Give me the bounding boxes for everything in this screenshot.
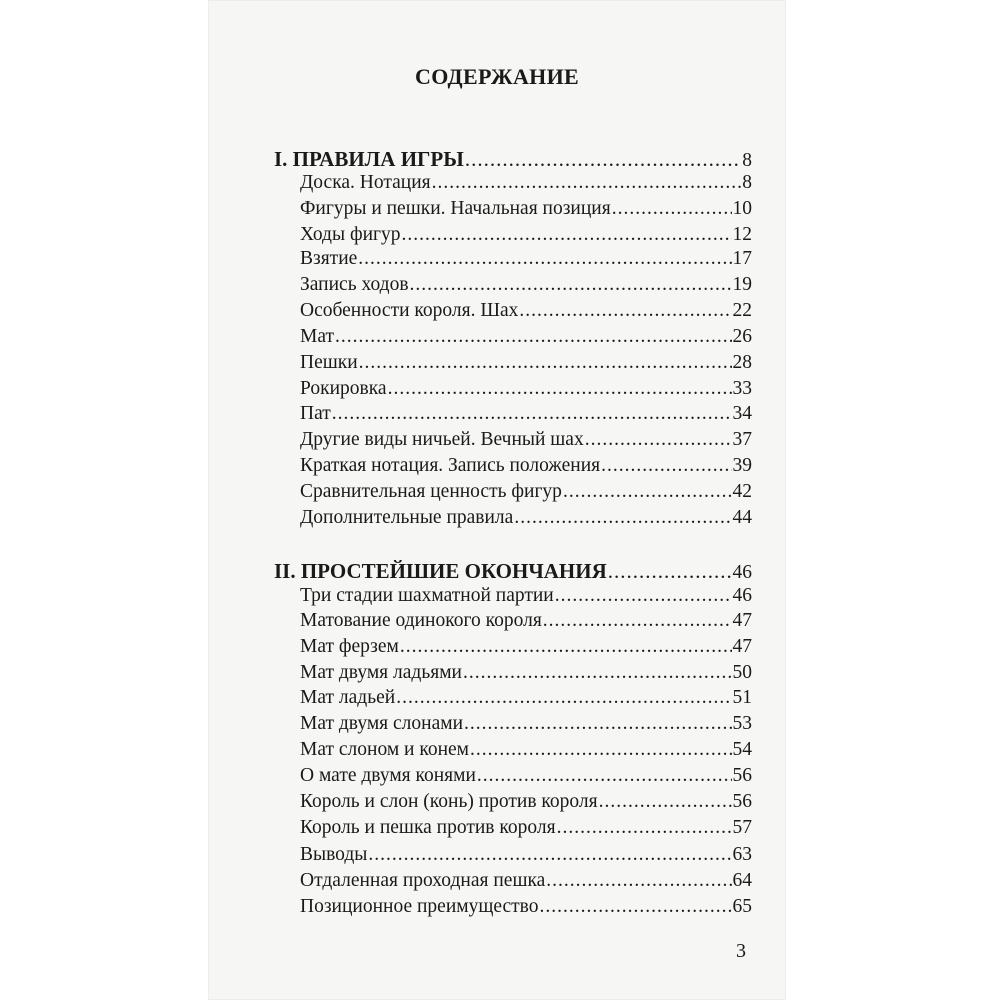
leader-dots	[546, 868, 731, 894]
toc-entry-label: Доска. Нотация	[300, 172, 431, 193]
leader-dots	[368, 842, 731, 868]
toc-entry	[300, 376, 752, 402]
toc-entry	[300, 272, 752, 298]
toc-entry	[300, 170, 752, 196]
toc-page-number: 34	[732, 403, 752, 424]
leader-dots	[396, 685, 731, 711]
toc-page-number: 56	[732, 791, 752, 812]
toc-entry-label: Три стадии шахматной партии	[300, 585, 554, 606]
toc-page-number: 64	[732, 870, 752, 891]
toc-entry	[300, 815, 752, 841]
toc-entry	[300, 324, 752, 350]
leader-dots	[464, 711, 731, 737]
toc-page-number: 46	[732, 562, 752, 583]
leader-dots	[599, 789, 732, 815]
toc-entry	[300, 246, 752, 272]
toc-entry-label: Взятие	[300, 248, 358, 269]
leader-dots	[463, 660, 732, 686]
toc-entry	[300, 505, 752, 531]
toc-entry-label: Выводы	[300, 844, 368, 865]
leader-dots	[400, 634, 732, 660]
toc-entry	[300, 842, 752, 868]
toc-page-number: 8	[742, 150, 752, 171]
toc-entry-label: Фигуры и пешки. Начальная позиция	[300, 198, 611, 219]
toc-entry	[300, 868, 752, 894]
toc-entry-label: Дополнительные правила	[300, 507, 514, 528]
toc-page-number: 22	[732, 300, 752, 321]
toc-page-number: 56	[732, 765, 752, 786]
toc-section	[274, 146, 752, 172]
toc-entry-label: Мат ферзем	[300, 636, 399, 657]
leader-dots	[540, 894, 732, 920]
toc-entry-label: Ходы фигур	[300, 224, 401, 245]
toc-section	[274, 558, 752, 584]
toc-entry	[300, 894, 752, 920]
leader-dots	[335, 324, 731, 350]
toc-entry	[300, 583, 752, 609]
toc-entry	[300, 711, 752, 737]
toc-entry-label: Мат ладьей	[300, 687, 396, 708]
toc-page-number: 12	[732, 224, 752, 245]
toc-page-number: 63	[732, 844, 752, 865]
leader-dots	[358, 246, 731, 272]
leader-dots	[585, 427, 732, 453]
toc-entry-label: Отдаленная проходная пешка	[300, 870, 546, 891]
toc-entry	[300, 737, 752, 763]
book-page	[208, 0, 786, 1000]
leader-dots	[402, 222, 732, 248]
toc-page-number: 44	[732, 507, 752, 528]
toc-page-number: 57	[732, 817, 752, 838]
leader-dots	[557, 815, 732, 841]
toc-entry-label: Рокировка	[300, 378, 387, 399]
toc-entry	[300, 298, 752, 324]
toc-entry	[300, 608, 752, 634]
toc-entry	[300, 427, 752, 453]
toc-page-number: 19	[732, 274, 752, 295]
leader-dots	[470, 737, 731, 763]
toc-page-number: 65	[732, 896, 752, 917]
toc-entry	[300, 196, 752, 222]
toc-entry	[300, 479, 752, 505]
toc-entry	[300, 222, 752, 248]
toc-page-number: 26	[732, 326, 752, 347]
leader-dots	[601, 453, 731, 479]
toc-entry	[300, 401, 752, 427]
toc-page-number: 54	[732, 739, 752, 760]
toc-entry-label: Король и слон (конь) против короля	[300, 791, 598, 812]
toc-page-number: 53	[732, 713, 752, 734]
toc-entry-label: Краткая нотация. Запись положения	[300, 455, 601, 476]
leader-dots	[432, 170, 742, 196]
toc-entry-label: Пат	[300, 403, 331, 424]
toc-entry-label: Матование одинокого короля	[300, 610, 542, 631]
toc-entry-label: Другие виды ничьей. Вечный шах	[300, 429, 584, 450]
toc-page-number: 10	[732, 198, 752, 219]
toc-entry	[300, 634, 752, 660]
toc-page-number: 50	[732, 662, 752, 683]
leader-dots	[388, 376, 732, 402]
toc-entry	[300, 685, 752, 711]
page-title: СОДЕРЖАНИЕ	[415, 64, 579, 89]
toc-page-number: 42	[732, 481, 752, 502]
toc-entry-label: О мате двумя конями	[300, 765, 476, 786]
leader-dots	[563, 479, 732, 505]
leader-dots	[543, 608, 732, 634]
toc-entry-label: Особенности короля. Шах	[300, 300, 519, 321]
leader-dots	[514, 505, 731, 531]
toc-page-number: 17	[732, 248, 752, 269]
toc-entry-label: Мат слоном и конем	[300, 739, 470, 760]
toc-page-number: 51	[732, 687, 752, 708]
leader-dots	[612, 196, 732, 222]
toc-entry	[300, 789, 752, 815]
toc-entry-label: Сравнительная ценность фигур	[300, 481, 562, 502]
page-number: 3	[736, 940, 746, 962]
toc-section-label: I. ПРАВИЛА ИГРЫ	[274, 147, 464, 171]
toc-entry	[300, 453, 752, 479]
toc-entry-label: Пешки	[300, 352, 358, 373]
leader-dots	[410, 272, 732, 298]
toc-page-number: 46	[732, 585, 752, 606]
toc-page-number: 37	[732, 429, 752, 450]
toc-section-label: II. ПРОСТЕЙШИЕ ОКОНЧАНИЯ	[274, 559, 607, 583]
leader-dots	[477, 763, 732, 789]
leader-dots	[519, 298, 731, 324]
toc-entry-label: Мат двумя слонами	[300, 713, 464, 734]
toc-entry	[300, 660, 752, 686]
toc-entry-label: Король и пешка против короля	[300, 817, 556, 838]
toc-page-number: 47	[732, 610, 752, 631]
toc-entry-label: Запись ходов	[300, 274, 409, 295]
leader-dots	[359, 350, 732, 376]
toc-page-number: 47	[732, 636, 752, 657]
toc-entry-label: Позиционное преимущество	[300, 896, 539, 917]
toc-entry-label: Мат двумя ладьями	[300, 662, 462, 683]
leader-dots	[332, 401, 732, 427]
leader-dots	[555, 583, 732, 609]
toc-page-number: 39	[732, 455, 752, 476]
toc-entry	[300, 763, 752, 789]
toc-page-number: 33	[732, 378, 752, 399]
toc-entry	[300, 350, 752, 376]
toc-page-number: 28	[732, 352, 752, 373]
leader-dots	[608, 558, 732, 584]
leader-dots	[465, 146, 741, 172]
toc-entry-label: Мат	[300, 326, 335, 347]
toc-page-number: 8	[742, 172, 752, 193]
